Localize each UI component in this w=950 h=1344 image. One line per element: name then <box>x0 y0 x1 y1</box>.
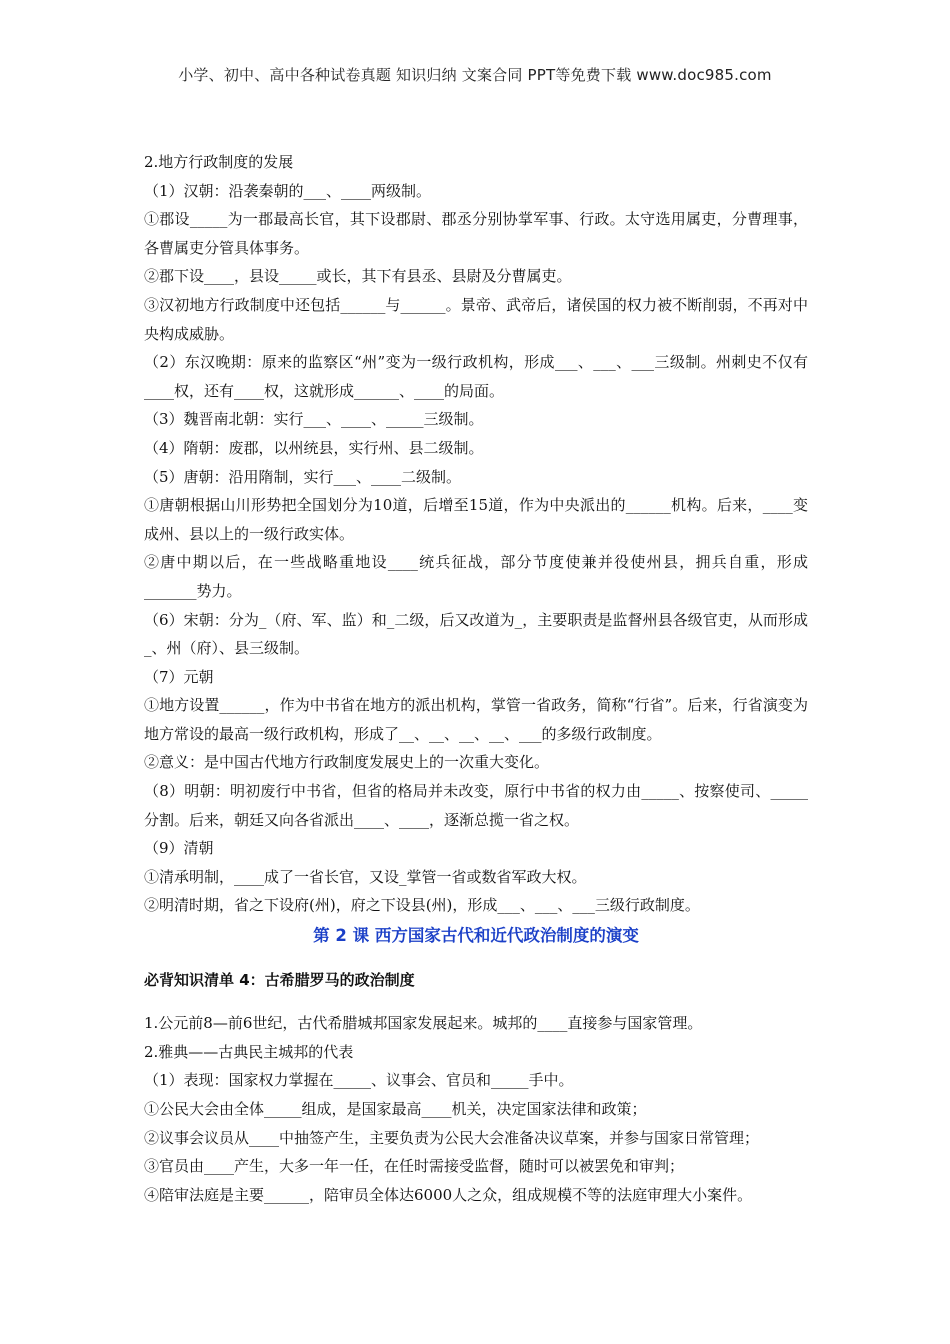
item-han-vassal-states: ③汉初地方行政制度中还包括______与______。景帝、武帝后，诸侯国的权力被不断削弱，不再对中央构成威胁。 <box>144 295 808 343</box>
item-officials: ③官员由____产生，大多一年一任，在任时需接受监督，随时可以被罢免和审判； <box>144 1157 685 1176</box>
item-han-county: ②郡下设____，县设_____或长，其下有县丞、县尉及分曹属吏。 <box>144 267 572 286</box>
item-ming-qing-levels: ②明清时期，省之下设府(州)，府之下设县(州)，形成___、___、___三级行政制度。 <box>144 896 700 915</box>
section-title: 必背知识清单 4：古希腊罗马的政治制度 <box>144 970 415 989</box>
item-tang-circuits: ①唐朝根据山川形势把全国划分为10道，后增至15道，作为中央派出的______机构。后来，____变成州、县以上的一级行政实体。 <box>144 496 808 543</box>
item-citizen-assembly: ①公民大会由全体_____组成，是国家最高____机关，决定国家法律和政策； <box>144 1100 647 1118</box>
item-yuan-province: ①地方设置______，作为中书省在地方的派出机构，掌管一省政务，简称“行省”。后来，行省演变为地方常设的最高一级行政机构，形成了__、__、__、__、___的多级行政制度。 <box>144 696 808 743</box>
lesson-title: 第 2 课 西方国家古代和近代政治制度的演变 <box>313 926 639 946</box>
item-greek-city-states: 1.公元前8—前6世纪，古代希腊城邦国家发展起来。城邦的____直接参与国家管理。 <box>144 1014 703 1033</box>
document-body <box>144 148 808 1209</box>
item-athens: 2.雅典——古典民主城邦的代表 <box>144 1042 354 1061</box>
item-council: ②议事会议员从____中抽签产生，主要负责为公民大会准备决议草案，并参与国家日常管理； <box>144 1128 760 1147</box>
item-han-dynasty: （1）汉朝：沿袭秦朝的___、____两级制。 <box>144 181 432 200</box>
item-jury-court: ④陪审法庭是主要______，陪审员全体达6000人之众，组成规模不等的法庭审理大小案件。 <box>144 1185 753 1204</box>
item-wei-jin: （3）魏晋南北朝：实行___、____、_____三级制。 <box>144 410 484 429</box>
item-tang-dynasty: （5）唐朝：沿用隋制，实行___、____二级制。 <box>144 467 462 486</box>
item-tang-jiedushi: ②唐中期以后，在一些战略重地设____统兵征战，部分节度使兼并役使州县，拥兵自重，形成_______势力。 <box>144 553 808 600</box>
item-ming-dynasty: （8）明朝：明初废行中书省，但省的格局并未改变，原行中书省的权力由_____、按察使司、_____分割。后来，朝廷又向各省派出____、____，逐渐总揽一省之权。 <box>144 782 808 829</box>
item-sui-dynasty: （4）隋朝：废郡，以州统县，实行州、县二级制。 <box>144 438 484 457</box>
item-han-commandery: ①郡设_____为一郡最高长官，其下设郡尉、郡丞分别协掌军事、行政。太守选用属吏，分曹理事，各曹属吏分管具体事务。 <box>144 210 808 257</box>
heading-local-admin: 2.地方行政制度的发展 <box>144 153 294 171</box>
item-athens-power: （1）表现：国家权力掌握在_____、议事会、官员和_____手中。 <box>144 1071 574 1090</box>
page-header: 小学、初中、高中各种试卷真题 知识归纳 文案合同 PPT等免费下载 www.doc985.com <box>178 66 772 84</box>
item-qing-governor: ①清承明制，____成了一省长官，又设_掌管一省或数省军政大权。 <box>144 867 587 886</box>
item-qing-dynasty: （9）清朝 <box>144 839 214 858</box>
item-eastern-han: （2）东汉晚期：原来的监察区“州”变为一级行政机构，形成___、___、___三级制。州刺史不仅有____权，还有____权，这就形成______、____的局面。 <box>144 353 808 400</box>
item-yuan-dynasty: （7）元朝 <box>144 667 214 686</box>
item-song-dynasty: （6）宋朝：分为_（府、军、监）和_二级，后又改道为_，主要职责是监督州县各级官吏，从而形成_、州（府）、县三级制。 <box>144 610 808 658</box>
item-yuan-significance: ②意义：是中国古代地方行政制度发展史上的一次重大变化。 <box>144 753 550 772</box>
